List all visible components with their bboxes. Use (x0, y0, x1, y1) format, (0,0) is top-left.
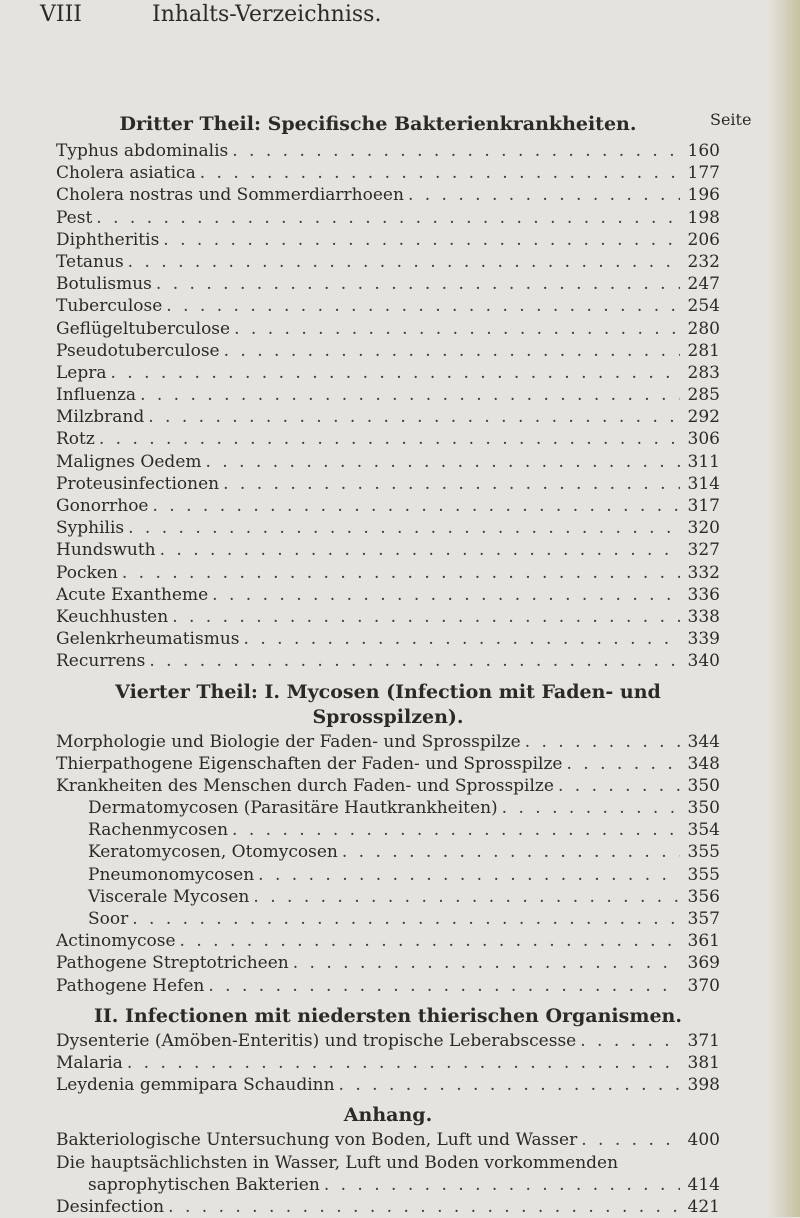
entry-page: 355 (687, 842, 720, 863)
dot-leader (96, 207, 680, 229)
entry-label: Actinomycose (56, 931, 176, 952)
toc-entry[interactable] (56, 362, 720, 384)
dot-leader (258, 864, 680, 886)
entry-page: 283 (687, 362, 720, 383)
entry-page: 280 (687, 318, 720, 339)
dot-leader (128, 251, 680, 273)
dot-leader (172, 606, 680, 628)
section-heading-appendix: Anhang. (343, 1104, 433, 1127)
entry-label: saprophytischen Bakterien (88, 1174, 320, 1195)
seite-label: Seite (710, 110, 752, 129)
toc-entry[interactable] (56, 318, 720, 340)
toc-entry[interactable] (56, 775, 720, 797)
toc-entry[interactable] (56, 451, 720, 473)
dot-leader (206, 451, 681, 473)
toc-entry[interactable] (56, 562, 720, 584)
entry-label: Cholera asiatica (56, 163, 196, 184)
toc-entry[interactable] (56, 539, 720, 561)
dot-leader (408, 184, 680, 206)
toc-entry[interactable] (56, 841, 720, 863)
dot-leader (224, 340, 680, 362)
entry-page: 361 (687, 931, 720, 952)
dot-leader (581, 1129, 680, 1151)
section-heading-part3: Dritter Theil: Specifische Bakterienkrankheiten. (119, 113, 637, 135)
toc-entry[interactable] (56, 1196, 720, 1218)
entry-page: 177 (687, 163, 720, 184)
entry-page: 327 (687, 540, 720, 561)
toc-entry[interactable] (56, 340, 720, 362)
dot-leader (567, 753, 681, 775)
entry-page: 311 (687, 451, 720, 472)
page-edge (768, 0, 800, 1217)
entry-label: Dermatomycosen (Parasitäre Hautkrankheiten) (88, 798, 498, 819)
entry-label: Lepra (56, 362, 107, 383)
toc-entry[interactable] (56, 207, 720, 229)
entry-page: 371 (687, 1030, 720, 1051)
entry-page: 281 (687, 340, 720, 361)
entry-page: 292 (687, 407, 720, 428)
section-heading-part4-line1: Vierter Theil: I. Mycosen (Infection mit Faden- und (115, 680, 661, 703)
entry-label: Pseudotuberculose (56, 340, 220, 361)
toc-entry[interactable] (56, 650, 720, 672)
entry-label: Rachenmycosen (88, 820, 229, 841)
entry-label: Morphologie und Biologie der Faden- und Sprosspilze (56, 731, 521, 752)
toc-entry[interactable] (56, 384, 720, 406)
toc-entry[interactable] (56, 1174, 720, 1196)
dot-leader (223, 473, 680, 495)
dot-leader (180, 930, 680, 952)
toc-entry[interactable] (56, 628, 720, 650)
dot-leader (502, 797, 680, 819)
entry-label: Desinfection (56, 1196, 165, 1217)
entry-list-part3 (56, 140, 720, 673)
page-number: VIII (40, 2, 82, 27)
toc-entry[interactable] (56, 251, 720, 273)
entry-label: Acute Exantheme (56, 584, 209, 605)
entry-label: Dysenterie (Amöben-Enteritis) und tropische Leberabscesse (56, 1030, 577, 1051)
dot-leader (148, 406, 680, 428)
dot-leader (160, 539, 680, 561)
entry-label-line1: Die hauptsächlichsten in Wasser, Luft und Boden vorkommenden (56, 1152, 619, 1173)
toc-entry[interactable] (56, 1030, 720, 1052)
entry-page: 356 (687, 886, 720, 907)
entry-label: Geflügeltuberculose (56, 318, 231, 339)
entry-label: Leydenia gemmipara Schaudinn (56, 1075, 335, 1096)
toc-entry[interactable] (56, 1052, 720, 1074)
dot-leader (232, 140, 680, 162)
entry-label: Tetanus (56, 251, 124, 272)
entry-page: 369 (687, 953, 720, 974)
toc-entry[interactable] (56, 406, 720, 428)
entry-label: Botulismus (56, 274, 152, 295)
entry-label: Viscerale Mycosen (88, 886, 250, 907)
dot-leader (132, 908, 680, 930)
entry-label: Syphilis (56, 518, 125, 539)
entry-page: 421 (687, 1196, 720, 1217)
dot-leader (208, 975, 680, 997)
entry-page: 232 (687, 251, 720, 272)
toc-entry[interactable] (56, 1074, 720, 1096)
toc-entry[interactable] (56, 295, 720, 317)
entry-label: Typhus abdominalis (56, 141, 229, 161)
entry-page: 314 (687, 473, 720, 494)
dot-leader (558, 775, 680, 797)
entry-label: Keratomycosen, Otomycosen (88, 842, 338, 863)
dot-leader (166, 295, 680, 317)
entry-label: Gonorrhoe (56, 496, 149, 516)
dot-leader (293, 952, 680, 974)
entry-label: Influenza (56, 385, 137, 406)
toc-entry[interactable] (56, 952, 720, 974)
dot-leader (580, 1030, 680, 1052)
dot-leader (111, 362, 681, 384)
table-of-contents (56, 112, 720, 1218)
toc-entry[interactable] (56, 162, 720, 184)
dot-leader (212, 584, 680, 606)
entry-page: 398 (687, 1075, 720, 1096)
toc-entry[interactable] (56, 495, 720, 517)
entry-page: 198 (687, 207, 720, 228)
entry-page: 306 (687, 429, 720, 450)
entry-page: 336 (687, 584, 720, 605)
toc-entry[interactable] (56, 819, 720, 841)
toc-entry[interactable] (56, 273, 720, 295)
entry-label: Gelenkrheumatismus (56, 629, 240, 650)
entry-page: 285 (687, 385, 720, 406)
dot-leader (128, 517, 680, 539)
toc-entry[interactable] (56, 975, 720, 997)
section-heading-part4b: II. Infectionen mit niedersten thierischen Organismen. (94, 1004, 682, 1027)
entry-page: 370 (687, 975, 720, 996)
entry-label: Pathogene Hefen (56, 975, 205, 996)
section-heading-part4-line2: Sprosspilzen). (312, 705, 464, 728)
toc-entry[interactable] (56, 606, 720, 628)
dot-leader (200, 162, 680, 184)
entry-label: Pneumonomycosen (88, 864, 255, 885)
entry-page: 355 (687, 864, 720, 885)
toc-entry[interactable] (56, 908, 720, 930)
toc-entry[interactable] (56, 1129, 720, 1151)
entry-page: 338 (687, 606, 720, 627)
toc-entry[interactable] (56, 930, 720, 952)
dot-leader (339, 1074, 680, 1096)
entry-label: Malaria (56, 1052, 123, 1073)
entry-label: Pest (56, 207, 93, 228)
entry-label: Rotz (56, 429, 95, 450)
entry-page: 354 (687, 820, 720, 841)
dot-leader (342, 841, 680, 863)
entry-label: Milzbrand (56, 407, 145, 428)
entry-label: Recurrens (56, 651, 146, 672)
entry-page: 317 (687, 496, 720, 516)
entry-page: 340 (687, 651, 720, 672)
entry-page: 254 (687, 296, 720, 317)
entry-label: Keuchhusten (56, 606, 169, 627)
entry-page: 381 (687, 1052, 720, 1073)
entry-page: 348 (687, 753, 720, 774)
entry-page: 196 (687, 185, 720, 206)
toc-entry[interactable] (56, 886, 720, 908)
entry-label: Tuberculose (56, 296, 163, 317)
dot-leader (127, 1052, 680, 1074)
toc-entry[interactable] (56, 584, 720, 606)
entry-page: 339 (687, 629, 720, 650)
entry-page: 350 (687, 775, 720, 796)
entry-label: Pocken (56, 562, 118, 583)
toc-entry[interactable] (56, 140, 720, 162)
entry-label: Diphtheritis (56, 229, 160, 250)
dot-leader (168, 1196, 680, 1218)
toc-entry[interactable] (56, 473, 720, 495)
toc-entry[interactable] (56, 797, 720, 819)
dot-leader (234, 318, 680, 340)
entry-page: 414 (687, 1174, 720, 1195)
entry-page: 357 (687, 909, 720, 929)
dot-leader (140, 384, 680, 406)
entry-page: 160 (687, 141, 720, 161)
entry-page: 320 (687, 518, 720, 539)
entry-page: 344 (687, 731, 720, 752)
toc-entry[interactable] (56, 731, 720, 753)
toc-entry[interactable] (56, 517, 720, 539)
entry-label: Proteusinfectionen (56, 473, 220, 494)
entry-page: 350 (687, 798, 720, 819)
entry-label: Thierpathogene Eigenschaften der Faden- und Sprosspilze (56, 753, 563, 774)
toc-entry[interactable] (56, 184, 720, 206)
dot-leader (149, 650, 680, 672)
entry-page: 247 (687, 274, 720, 295)
entry-page: 400 (687, 1130, 720, 1151)
dot-leader (163, 229, 680, 251)
toc-entry[interactable] (56, 229, 720, 251)
dot-leader (253, 886, 680, 908)
dot-leader (244, 628, 680, 650)
running-title: Inhalts-Verzeichniss. (152, 2, 382, 27)
entry-label: Soor (88, 909, 129, 929)
dot-leader (99, 428, 680, 450)
dot-leader (156, 273, 680, 295)
entry-label: Malignes Oedem (56, 451, 202, 472)
dot-leader (324, 1174, 680, 1196)
entry-label: Hundswuth (56, 540, 156, 561)
entry-list-part4 (56, 731, 720, 997)
dot-leader (122, 562, 680, 584)
toc-entry[interactable] (56, 864, 720, 886)
toc-entry[interactable] (56, 428, 720, 450)
entry-list-part4b (56, 1030, 720, 1097)
entry-page: 206 (687, 229, 720, 250)
entry-label: Bakteriologische Untersuchung von Boden, Luft und Wasser (56, 1130, 578, 1151)
entry-label: Cholera nostras und Sommerdiarrhoeen (56, 185, 404, 206)
dot-leader (153, 495, 681, 517)
dot-leader (232, 819, 680, 841)
dot-leader (525, 731, 680, 753)
entry-page: 332 (687, 562, 720, 583)
entry-label: Krankheiten des Menschen durch Faden- und Sprosspilze (56, 775, 554, 796)
entry-label: Pathogene Streptotricheen (56, 953, 289, 974)
toc-entry[interactable] (56, 753, 720, 775)
